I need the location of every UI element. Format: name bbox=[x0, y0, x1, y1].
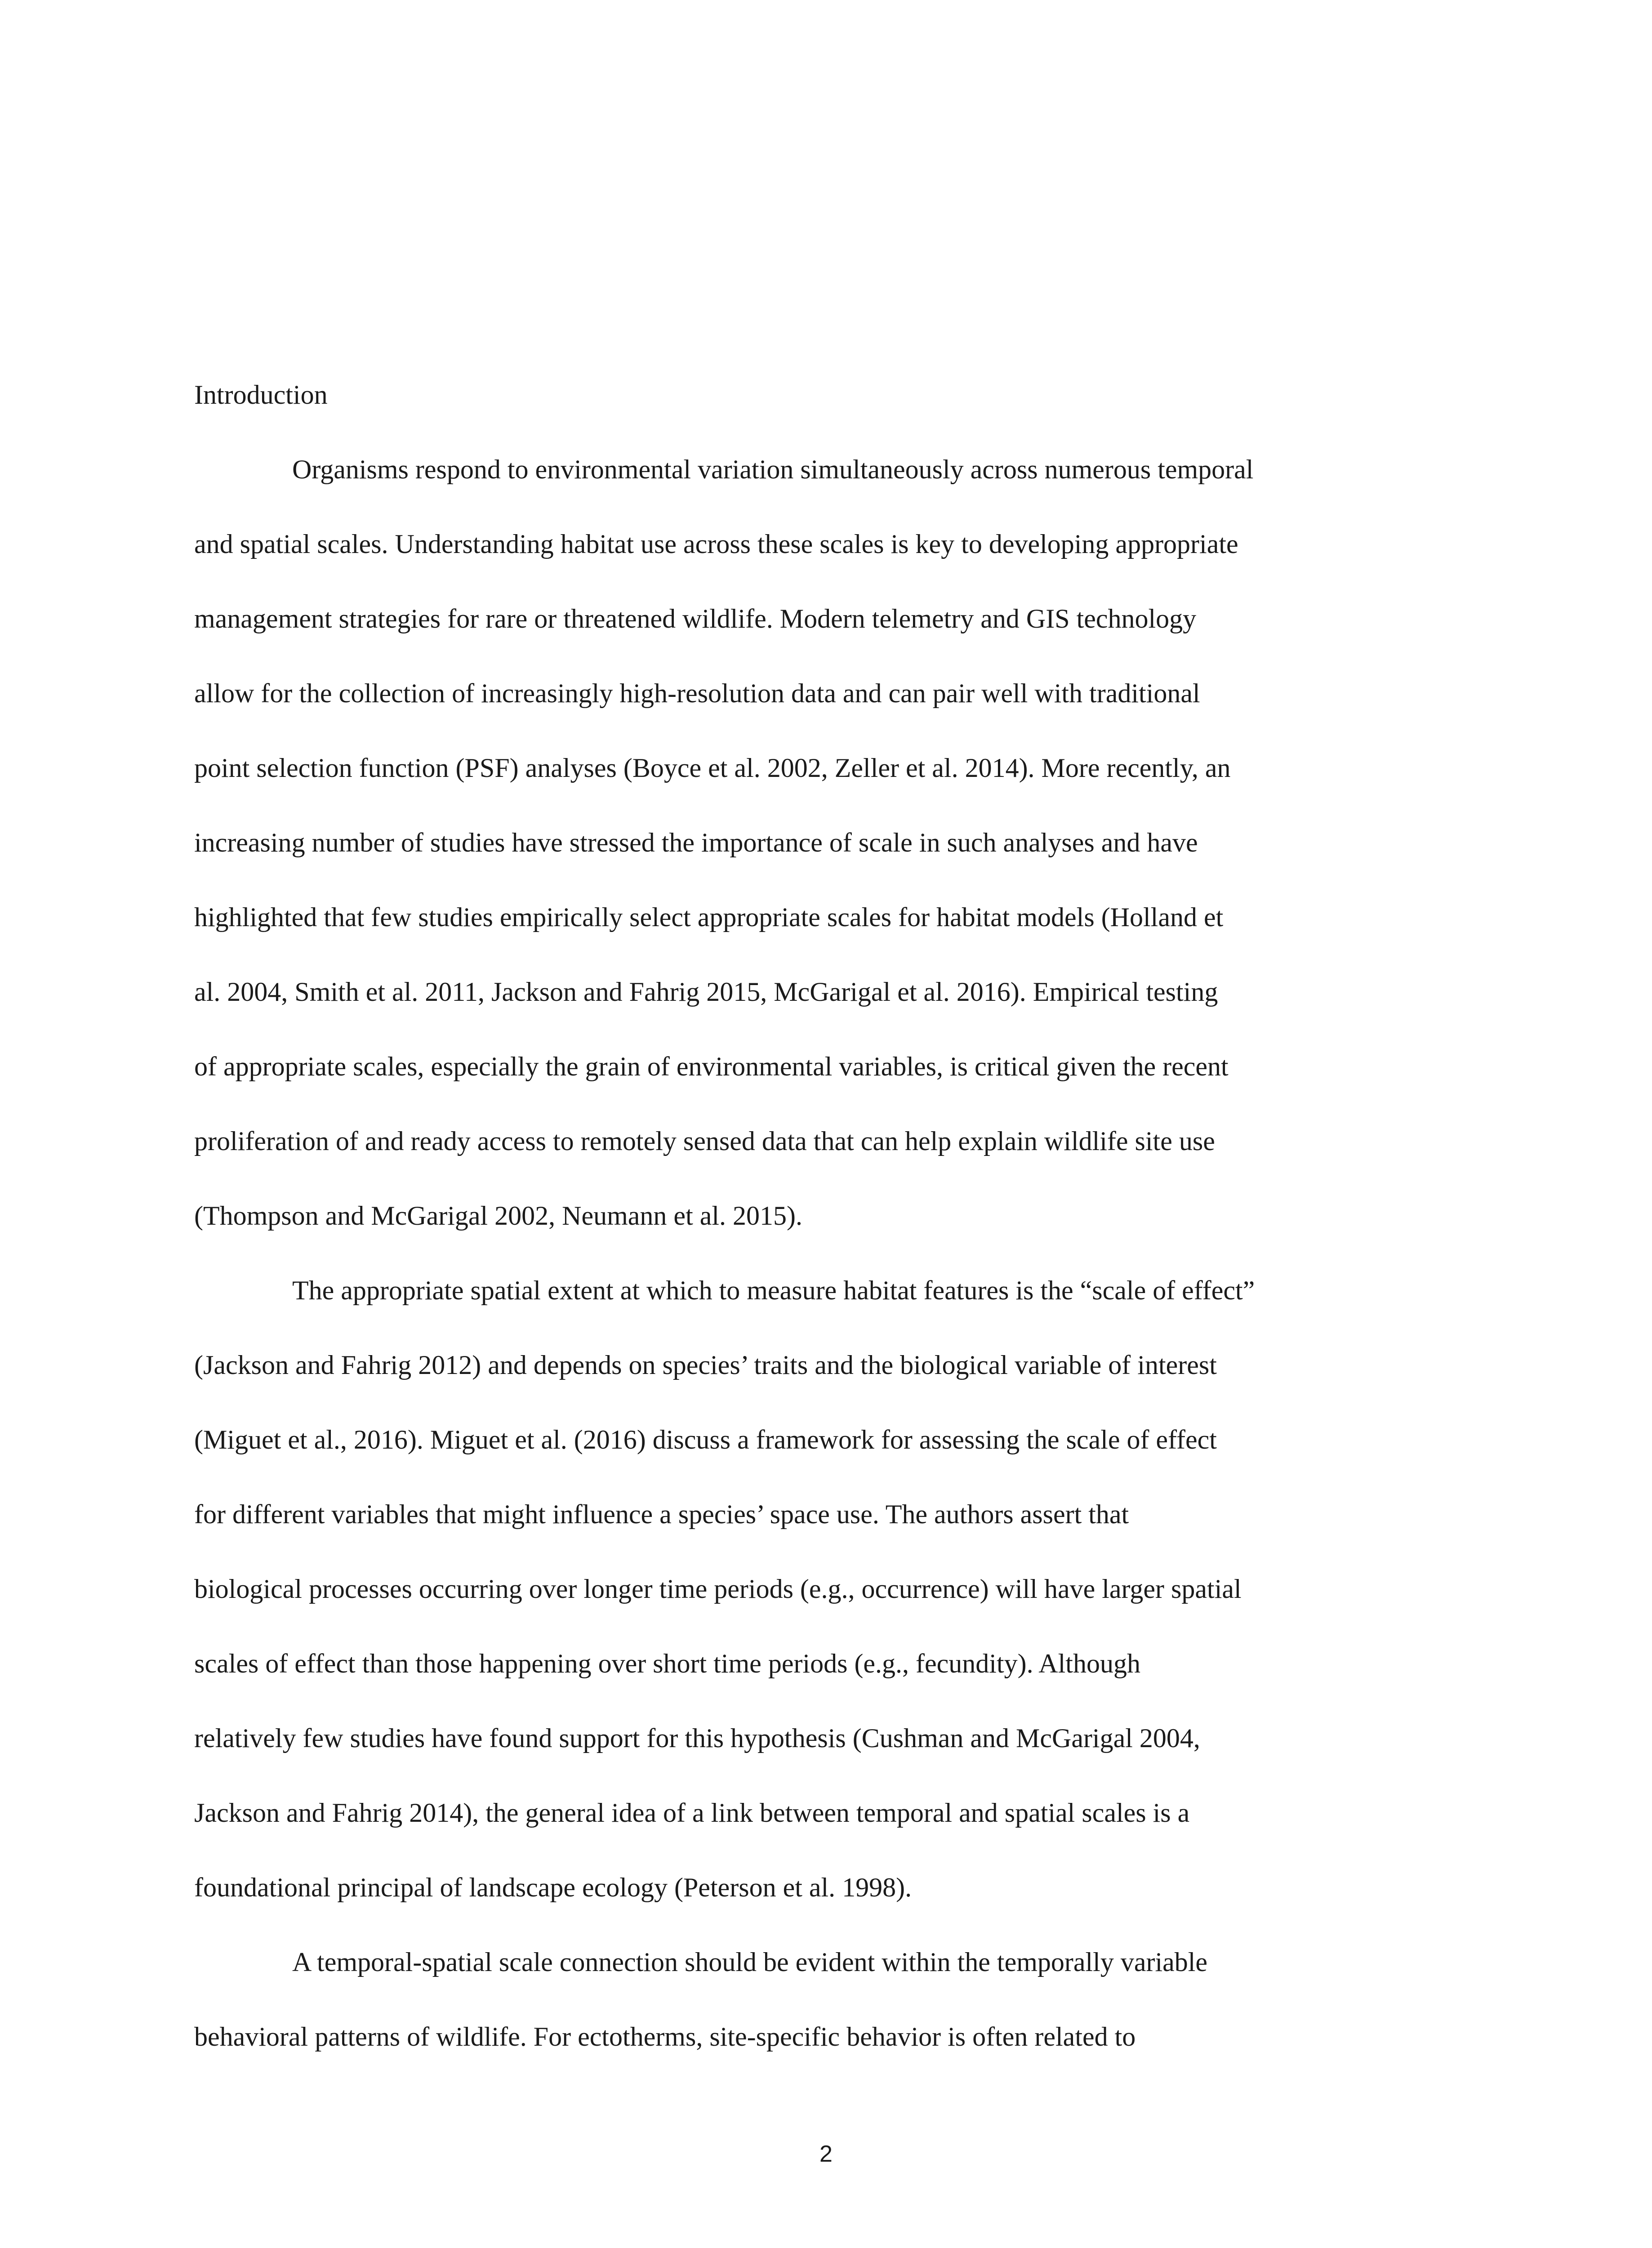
text-line: of appropriate scales, especially the grain of environmental variables, is critical given the recent bbox=[194, 1052, 1229, 1081]
body-text bbox=[194, 357, 1462, 2074]
text-line: al. 2004, Smith et al. 2011, Jackson and Fahrig 2015, McGarigal et al. 2016). Empirical testing bbox=[194, 977, 1218, 1007]
text-line: foundational principal of landscape ecology (Peterson et al. 1998). bbox=[194, 1873, 912, 1902]
text-line: point selection function (PSF) analyses (Boyce et al. 2002, Zeller et al. 2014). More recently, an bbox=[194, 753, 1231, 783]
text-line: Jackson and Fahrig 2014), the general idea of a link between temporal and spatial scales is a bbox=[194, 1798, 1190, 1828]
section-heading: Introduction bbox=[194, 380, 328, 410]
text-line: highlighted that few studies empirically select appropriate scales for habitat models (Holland et bbox=[194, 902, 1224, 932]
text-line: behavioral patterns of wildlife. For ectotherms, site-specific behavior is often related to bbox=[194, 2022, 1136, 2052]
text-line: scales of effect than those happening over short time periods (e.g., fecundity). Although bbox=[194, 1649, 1140, 1678]
text-line: proliferation of and ready access to remotely sensed data that can help explain wildlife site use bbox=[194, 1126, 1215, 1156]
paragraph-3 bbox=[194, 1925, 1462, 2074]
page-number: 2 bbox=[819, 2141, 833, 2167]
text-line: A temporal-spatial scale connection should be evident within the temporally variable bbox=[292, 1947, 1208, 1977]
text-line: and spatial scales. Understanding habitat use across these scales is key to developing appropriate bbox=[194, 529, 1238, 559]
text-line: Organisms respond to environmental variation simultaneously across numerous temporal bbox=[292, 455, 1254, 484]
text-line: (Thompson and McGarigal 2002, Neumann et al. 2015). bbox=[194, 1201, 803, 1231]
text-line: management strategies for rare or threatened wildlife. Modern telemetry and GIS technology bbox=[194, 604, 1197, 633]
text-line: for different variables that might influence a species’ space use. The authors assert that bbox=[194, 1499, 1129, 1529]
text-line: (Jackson and Fahrig 2012) and depends on species’ traits and the biological variable of interest bbox=[194, 1350, 1217, 1380]
text-line: allow for the collection of increasingly high-resolution data and can pair well with traditional bbox=[194, 678, 1200, 708]
text-line: (Miguet et al., 2016). Miguet et al. (2016) discuss a framework for assessing the scale of effect bbox=[194, 1425, 1217, 1454]
text-line: biological processes occurring over longer time periods (e.g., occurrence) will have larger spatial bbox=[194, 1574, 1242, 1604]
text-line: relatively few studies have found support for this hypothesis (Cushman and McGarigal 2004, bbox=[194, 1723, 1200, 1753]
paragraph-1 bbox=[194, 432, 1462, 1253]
text-line: The appropriate spatial extent at which to measure habitat features is the “scale of effect” bbox=[292, 1276, 1255, 1305]
text-line: increasing number of studies have stressed the importance of scale in such analyses and have bbox=[194, 828, 1198, 857]
paragraph-2 bbox=[194, 1253, 1462, 1925]
